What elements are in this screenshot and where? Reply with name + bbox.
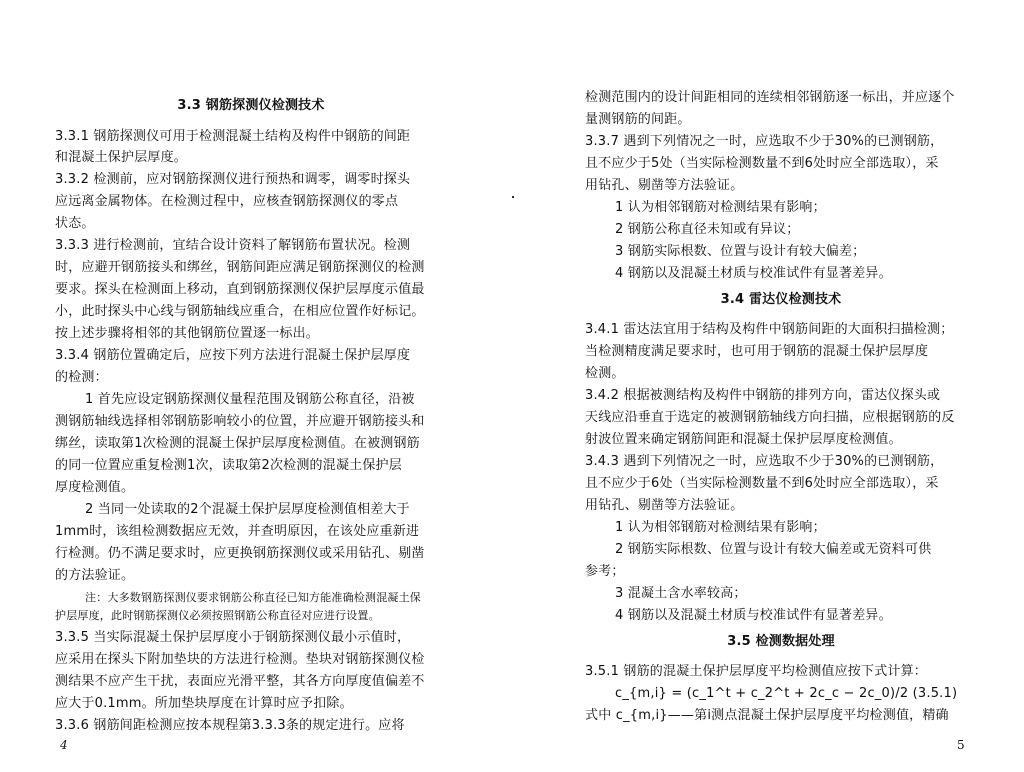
text-line: 要求。探头在检测面上移动，直到钢筋探测仪保护层厚度示值最 xyxy=(55,282,425,297)
text-line: 时，应避开钢筋接头和绑丝，钢筋间距应满足钢筋探测仪的检测 xyxy=(55,260,425,275)
text-line: 的检测： xyxy=(55,370,108,385)
text-line: 用钻孔、剔凿等方法验证。 xyxy=(585,178,744,193)
formula-line: c_{m,i} = (c_1^t + c_2^t + 2c_c − 2c_0)/2 (3.5.1) xyxy=(615,686,958,701)
text-line: 状态。 xyxy=(55,216,95,231)
list-item-line: 4 钢筋以及混凝土材质与校准试件有显著差异。 xyxy=(615,608,892,623)
text-line: 测结果不应产生干扰，表面应光滑平整，其各方向厚度值偏差不 xyxy=(55,674,425,689)
list-item-line: 2 当同一处读取的2个混凝土保护层厚度检测值相差大于 xyxy=(85,502,410,517)
text-line: 且不应少于6处（当实际检测数量不到6处时应全部选取），采 xyxy=(585,476,939,491)
list-item-line: 参考； xyxy=(585,564,625,579)
text-line: 检测范围内的设计间距相同的连续相邻钢筋逐一标出，并应逐个 xyxy=(585,90,955,105)
text-line: 射波位置来确定钢筋间距和混凝土保护层厚度检测值。 xyxy=(585,432,902,447)
text-line: 3.3.5 当实际混凝土保护层厚度小于钢筋探测仪最小示值时， xyxy=(55,630,411,645)
text-line: 3.3.2 检测前，应对钢筋探测仪进行预热和调零，调零时探头 xyxy=(55,172,411,187)
list-item-line: 3 混凝土含水率较高； xyxy=(615,586,747,601)
page-number-right: 5 xyxy=(957,738,965,752)
list-item-line: 1 首先应设定钢筋探测仪量程范围及钢筋公称直径，沿被 xyxy=(85,392,415,407)
list-item-line: 绑丝，读取第1次检测的混凝土保护层厚度检测值。在被测钢筋 xyxy=(55,436,420,451)
text-line: 当检测精度满足要求时，也可用于钢筋的混凝土保护层厚度 xyxy=(585,344,929,359)
list-item-line: 1mm时，该组检测数据应无效，并查明原因，在该处应重新进 xyxy=(55,524,420,539)
section-heading-3-5: 3.5 检测数据处理 xyxy=(727,634,835,649)
text-line: 用钻孔、剔凿等方法验证。 xyxy=(585,498,744,513)
list-item-line: 4 钢筋以及混凝土材质与校准试件有显著差异。 xyxy=(615,266,892,281)
text-line: 应采用在探头下附加垫块的方法进行检测。垫块对钢筋探测仪检 xyxy=(55,652,425,667)
list-item-line: 1 认为相邻钢筋对检测结果有影响； xyxy=(615,520,826,535)
text-line: 3.4.3 遇到下列情况之一时，应选取不少于30%的已测钢筋， xyxy=(585,454,944,469)
list-item-line: 的方法验证。 xyxy=(55,568,135,583)
list-item-line: 行检测。仍不满足要求时，应更换钢筋探测仪或采用钻孔、剔凿 xyxy=(55,546,425,561)
list-item-line: 厚度检测值。 xyxy=(55,480,135,495)
text-line: 3.3.6 钢筋间距检测应按本规程第3.3.3条的规定进行。应将 xyxy=(55,718,405,733)
text-line: 按上述步骤将相邻的其他钢筋位置逐一标出。 xyxy=(55,326,320,341)
text-line: 式中 c_{m,i}——第i测点混凝土保护层厚度平均检测值，精确 xyxy=(585,708,949,723)
list-item-line: 2 钢筋实际根数、位置与设计有较大偏差或无资料可供 xyxy=(615,542,932,557)
list-item-line: 3 钢筋实际根数、位置与设计有较大偏差； xyxy=(615,244,866,259)
list-item-line: 测钢筋轴线选择相邻钢筋影响较小的位置，并应避开钢筋接头和 xyxy=(55,414,425,429)
text-line: 小，此时探头中心线与钢筋轴线应重合，在相应位置作好标记。 xyxy=(55,304,425,319)
text-line: 且不应少于5处（当实际检测数量不到6处时应全部选取），采 xyxy=(585,156,939,171)
scan-speck xyxy=(512,196,514,198)
text-line: 3.3.1 钢筋探测仪可用于检测混凝土结构及构件中钢筋的间距 xyxy=(55,129,411,144)
text-line: 3.3.7 遇到下列情况之一时，应选取不少于30%的已测钢筋， xyxy=(585,134,944,149)
page-number-left: 4 xyxy=(60,738,68,752)
text-line: 检测。 xyxy=(585,366,625,381)
text-line: 应大于0.1mm。所加垫块厚度在计算时应予扣除。 xyxy=(55,696,353,711)
text-line: 天线应沿垂直于选定的被测钢筋轴线方向扫描，应根据钢筋的反 xyxy=(585,410,955,425)
text-line: 量测钢筋的间距。 xyxy=(585,112,691,127)
text-line: 应远离金属物体。在检测过程中，应核查钢筋探测仪的零点 xyxy=(55,194,399,209)
text-line: 3.4.2 根据被测结构及构件中钢筋的排列方向，雷达仪探头或 xyxy=(585,388,941,403)
list-item-line: 2 钢筋公称直径未知或有异议； xyxy=(615,222,800,237)
section-heading-3-3: 3.3 钢筋探测仪检测技术 xyxy=(177,98,325,113)
note-line: 注：大多数钢筋探测仪要求钢筋公称直径已知方能准确检测混凝土保 xyxy=(85,591,421,604)
text-line: 3.3.3 进行检测前，宜结合设计资料了解钢筋布置状况。检测 xyxy=(55,238,411,253)
text-line: 3.5.1 钢筋的混凝土保护层厚度平均检测值应按下式计算： xyxy=(585,664,928,679)
list-item-line: 的同一位置应重复检测1次，读取第2次检测的混凝土保护层 xyxy=(55,458,402,473)
list-item-line: 1 认为相邻钢筋对检测结果有影响； xyxy=(615,200,826,215)
text-line: 和混凝土保护层厚度。 xyxy=(55,150,188,165)
text-line: 3.4.1 雷达法宜用于结构及构件中钢筋间距的大面积扫描检测； xyxy=(585,322,954,337)
text-line: 3.3.4 钢筋位置确定后，应按下列方法进行混凝土保护层厚度 xyxy=(55,348,411,363)
note-line: 护层厚度，此时钢筋探测仪必须按照钢筋公称直径对应进行设置。 xyxy=(55,609,380,622)
section-heading-3-4: 3.4 雷达仪检测技术 xyxy=(720,292,842,307)
